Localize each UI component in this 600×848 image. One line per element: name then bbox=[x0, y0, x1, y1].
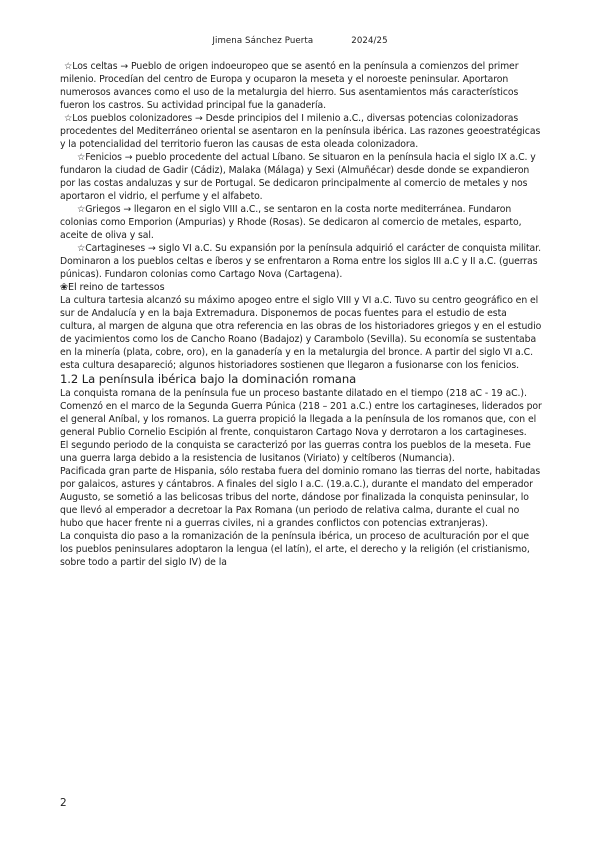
header-year: 2024/25 bbox=[351, 36, 388, 46]
paragraph-fenicios: ☆Fenicios → pueblo procedente del actual Líbano. Se situaron en la península hacia el siglo IX a.C. y fundaron la ciudad de Gadir (Cádiz), Malaka (Málaga) y Sexi (Almuñécar) desde donde se expandieron por las costas andaluzas y sur de Portugal. Se dedicaron principalmente al comercio de metales y nos aportaron el vidrio, el perfume y el alfabeto. bbox=[60, 152, 536, 202]
page-number: 2 bbox=[60, 797, 67, 809]
subheading-tartessos: ❀El reino de tartessos bbox=[60, 282, 165, 293]
paragraph-tartessos: La cultura tartesia alcanzó su máximo apogeo entre el siglo VIII y VI a.C. Tuvo su centro geográfico en el sur de Andalucía y en la baja Extremadura. Disponemos de pocas fuentes para el estudio de esta cultura, al margen de alguna que otra referencia en las obras de los historiadores griegos y en el estudio de yacimientos como los de Cancho Roano (Badajoz) y Carambolo (Sevilla). Su economía se sustentaba en la minería (plata, cobre, oro), en la ganadería y en la metalurgia del bronce. A partir del siglo VI a.C. esta cultura desapareció; algunos historiadores sostienen que llegaron a fusionarse con los fenicios. bbox=[60, 295, 542, 371]
paragraph-cartagineses: ☆Cartagineses → siglo VI a.C. Su expansión por la península adquirió el carácter de conquista militar. Dominaron a los pueblos celtas e íberos y se enfrentaron a Roma entre los siglos III a.C y II a.C. (guerras púnicas). Fundaron colonias como Cartago Nova (Cartagena). bbox=[60, 243, 541, 280]
page-header bbox=[0, 36, 600, 46]
paragraph-romanizacion: La conquista dio paso a la romanización de la península ibérica, un proceso de aculturación por el que los pueblos peninsulares adoptaron la lengua (el latín), el arte, el derecho y la religión (el cristianismo, sobre todo a partir del siglo IV) de la bbox=[60, 531, 530, 568]
header-author: Jimena Sánchez Puerta bbox=[212, 36, 314, 46]
paragraph-conquista-2: El segundo periodo de la conquista se caracterizó por las guerras contra los pueblos de la meseta. Fue una guerra larga debido a la resistencia de lusitanos (Viriato) y celtíberos (Numancia). bbox=[60, 440, 531, 464]
paragraph-celtas: ☆Los celtas → Pueblo de origen indoeuropeo que se asentó en la península a comienzos del primer milenio. Procedían del centro de Europa y ocuparon la meseta y el noroeste peninsular. Aportaron numerosos avances como el uso de la metalurgia del hierro. Sus asentamientos más característicos fueron los castros. Su actividad principal fue la ganadería. bbox=[60, 61, 519, 111]
page-content bbox=[60, 60, 542, 569]
paragraph-conquista-3: Pacificada gran parte de Hispania, sólo restaba fuera del dominio romano las tierras del norte, habitadas por galaicos, astures y cántabros. A finales del siglo I a.C. (19.a.C.), durante el mandato del emperador Augusto, se sometió a las belicosas tribus del norte, dándose por finalizada la conquista peninsular, lo que llevó al emperador a decretoar la Pax Romana (un periodo de relativa calma, durante el cual no hubo que hacer frente ni a guerras civiles, ni a grandes conflictos con potencias extranjeras). bbox=[60, 466, 541, 529]
section-heading: 1.2 La península ibérica bajo la dominación romana bbox=[60, 372, 357, 386]
paragraph-conquista-1: La conquista romana de la península fue un proceso bastante dilatado en el tiempo (218 aC - 19 aC.). Comenzó en el marco de la Segunda Guerra Púnica (218 – 201 a.C.) entre los cartagineses, liderados por el general Aníbal, y los romanos. La guerra propició la llegada a la península de los romanos que, con el general Publio Cornelio Escipión al frente, conquistaron Cartago Nova y derrotaron a los cartagineses. bbox=[60, 388, 542, 438]
paragraph-griegos: ☆Griegos → llegaron en el siglo VIII a.C., se sentaron en la costa norte mediterránea. Fundaron colonias como Emporion (Ampurias) y Rhode (Rosas). Se dedicaron al comercio de metales, esparto, aceite de oliva y sal. bbox=[60, 204, 522, 241]
paragraph-colonizadores: ☆Los pueblos colonizadores → Desde principios del I milenio a.C., diversas potencias colonizadoras procedentes del Mediterráneo oriental se asentaron en la península ibérica. Las razones geoestratégicas y la potencialidad del territorio fueron las causas de esta oleada colonizadora. bbox=[60, 113, 541, 150]
